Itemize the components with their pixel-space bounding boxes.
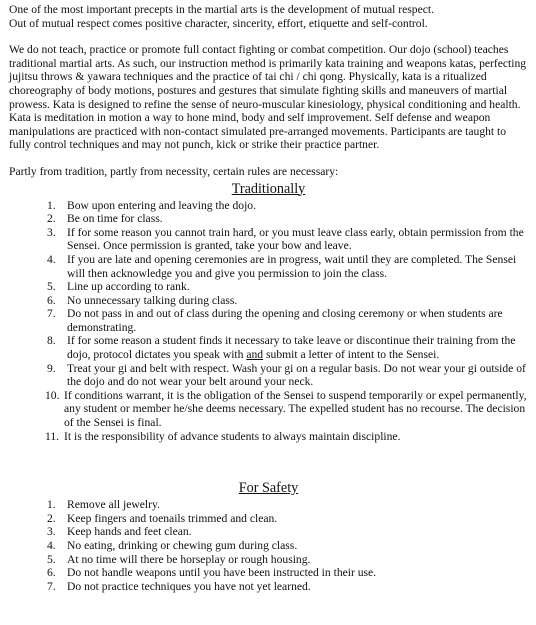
item-text: Do not practice techniques you have not yet learned.	[67, 579, 311, 593]
list-item	[9, 334, 528, 361]
item-number: 2.	[47, 511, 56, 525]
item-number: 7.	[47, 307, 56, 321]
list-item	[9, 525, 528, 539]
item-text: Line up according to rank.	[67, 280, 190, 294]
item-number: 2.	[47, 212, 56, 226]
list-item	[9, 498, 528, 512]
item-number: 8.	[47, 334, 56, 348]
item-text: If for some reason you cannot train hard, or you must leave class early, obtain permission from the Sensei. Once permission is granted, take your bow and leave.	[67, 225, 524, 253]
list-item	[9, 430, 528, 444]
list-item	[9, 566, 528, 580]
list-item	[9, 389, 528, 430]
list-item	[9, 280, 528, 294]
item-number: 11.	[45, 429, 60, 443]
item-text-after: submit a letter of intent to the Sensei.	[263, 348, 440, 362]
item-text-underlined: and	[246, 348, 264, 362]
traditionally-list	[9, 199, 528, 444]
item-number: 1.	[47, 198, 56, 212]
intro-line-1: One of the most important precepts in the martial arts is the development of mutual respect.	[9, 3, 434, 16]
list-item	[9, 580, 528, 594]
item-number: 3.	[47, 225, 56, 239]
item-text: Be on time for class.	[67, 212, 163, 226]
list-item	[9, 253, 528, 280]
item-number: 10.	[45, 388, 60, 402]
item-text: Remove all jewelry.	[67, 498, 160, 512]
item-number: 1.	[47, 498, 56, 512]
list-item	[9, 362, 528, 389]
philosophy-paragraph: We do not teach, practice or promote full contact fighting or combat competition. Our dojo (school) teaches traditional martial arts. As such, our instruction method is primarily kata training and weapons katas, perfecting jujitsu throws & yawara techniques and the practice of tai chi / chi qong. Physically, kata is a ritualized choreography of body motions, postures and gestures that simulate fighting skills and maneuvers of martial prowess. Kata is designed to refine the sense of neuro-muscular kinesiology, physical conditioning and health. Kata is meditation in motion a way to hone mind, body and self improvement. Self defense and weapon manipulations are practiced with non-contact simulated pre-arranged movements. Participants are taught to fully control techniques and may not punch, kick or strike their practice partner.	[9, 43, 527, 152]
list-item	[9, 512, 528, 526]
item-text: It is the responsibility of advance students to always maintain discipline.	[64, 429, 401, 443]
item-text: Do not pass in and out of class during the opening and closing ceremony or when students are demonstrating.	[67, 307, 503, 334]
list-item	[9, 307, 528, 334]
rules-intro: Partly from tradition, partly from necessity, certain rules are necessary:	[9, 164, 339, 178]
item-text: No eating, drinking or chewing gum during class.	[67, 539, 298, 552]
item-number: 7.	[47, 579, 56, 593]
item-text: Keep hands and feet clean.	[67, 525, 192, 539]
item-text: No unnecessary talking during class.	[67, 293, 238, 307]
item-number: 9.	[47, 361, 56, 375]
list-item	[9, 226, 528, 253]
list-item	[9, 212, 528, 226]
traditionally-heading: Traditionally	[231, 180, 306, 197]
item-text-before: If for some reason a student finds it necessary to take leave or discontinue their training from the dojo, protocol dictates you speak with	[67, 334, 516, 362]
item-text: Treat your gi and belt with respect. Wash your gi on a regular basis. Do not wear your gi outside of the dojo and do not wear your belt around your neck.	[67, 361, 526, 389]
safety-heading: For Safety	[238, 480, 299, 497]
list-item	[9, 294, 528, 308]
item-text: If conditions warrant, it is the obligation of the Sensei to suspend temporarily or expel permanently, any student or member he/she deems necessary. The expelled student has no recourse. The decision of the Sensei is final.	[64, 388, 527, 430]
item-text: Keep fingers and toenails trimmed and clean.	[67, 511, 278, 525]
list-item	[9, 539, 528, 553]
item-number: 5.	[47, 552, 56, 566]
safety-list	[9, 498, 528, 593]
item-text: Bow upon entering and leaving the dojo.	[67, 198, 257, 212]
list-item	[9, 553, 528, 567]
item-number: 4.	[47, 539, 56, 552]
item-text: Do not handle weapons until you have been instructed in their use.	[67, 566, 377, 580]
list-item	[9, 199, 528, 213]
item-text: If you are late and opening ceremonies are in progress, wait until they are completed. The Sensei will then acknowledge you and give you permission to join the class.	[67, 252, 517, 280]
item-number: 5.	[47, 280, 56, 294]
item-number: 4.	[47, 252, 56, 266]
item-text: At no time will there be horseplay or rough housing.	[67, 552, 311, 566]
item-number: 3.	[47, 525, 56, 539]
intro-line-2: Out of mutual respect comes positive character, sincerity, effort, etiquette and self-control.	[9, 16, 428, 30]
item-number: 6.	[47, 293, 56, 307]
item-number: 6.	[47, 566, 56, 580]
